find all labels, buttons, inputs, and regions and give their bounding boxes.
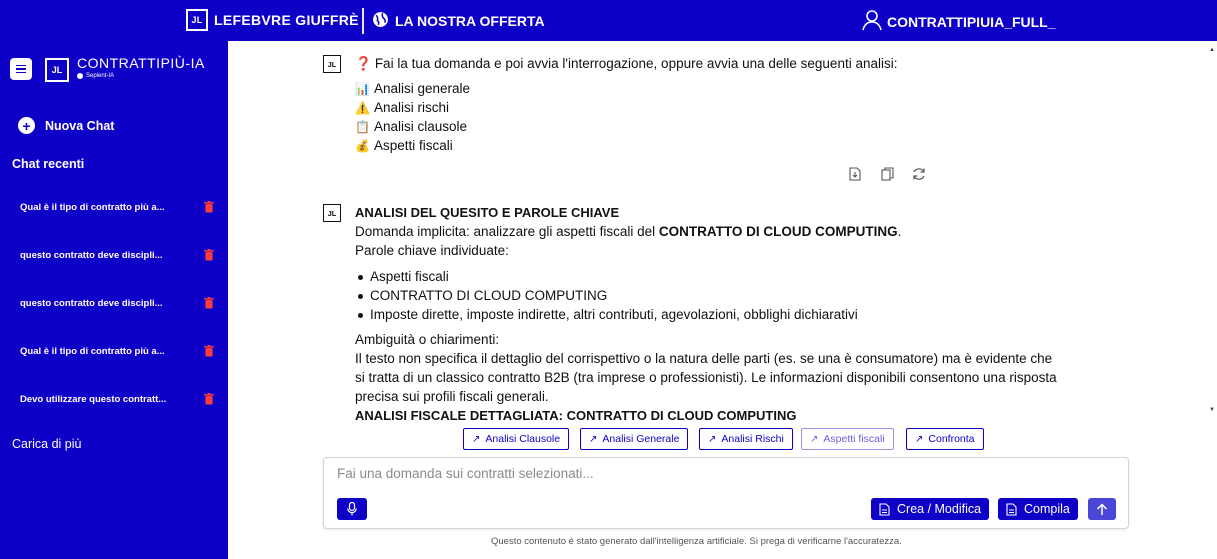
external-link-icon: ↗ xyxy=(810,433,819,445)
ambiguity-label: Ambiguità o chiarimenti: xyxy=(355,332,500,347)
assistant-avatar: JL xyxy=(323,55,341,73)
confronta-button[interactable] xyxy=(906,428,984,450)
microphone-icon xyxy=(347,502,357,516)
globe-icon xyxy=(372,11,389,31)
contract-name: CONTRATTO DI CLOUD COMPUTING xyxy=(658,224,898,239)
external-link-icon: ↗ xyxy=(589,433,598,445)
ambiguity-line: precisa sui profili fiscali generali. xyxy=(355,389,549,404)
trash-icon xyxy=(204,201,214,213)
chat-area xyxy=(228,41,1217,559)
hamburger-icon xyxy=(16,65,26,67)
analisi-rischi-button[interactable] xyxy=(699,428,793,450)
keyword-item: CONTRATTO DI CLOUD COMPUTING xyxy=(355,286,858,305)
analysis-heading: ANALISI DEL QUESITO E PAROLE CHIAVE xyxy=(355,205,620,220)
recent-chat-item[interactable] xyxy=(20,389,215,409)
clipboard-icon: 📋 xyxy=(355,120,370,134)
aspetti-fiscali-button[interactable] xyxy=(801,428,894,450)
user-name: CONTRATTIPIUIA_FULL_ xyxy=(887,13,1056,30)
compile-label: Compila xyxy=(1024,502,1070,516)
document-icon xyxy=(1006,503,1017,516)
tool-button-label: Aspetti fiscali xyxy=(823,433,885,445)
money-bag-icon: 💰 xyxy=(355,139,370,153)
create-edit-label: Crea / Modifica xyxy=(897,502,982,516)
tool-button-label: Analisi Clausole xyxy=(485,433,561,445)
analisi-generale-button[interactable] xyxy=(580,428,688,450)
intro-text: Fai la tua domanda e poi avvia l'interrogazione, oppure avvia una delle seguenti analisi: xyxy=(374,56,898,71)
brand-link[interactable] xyxy=(186,9,359,31)
warning-icon: ⚠️ xyxy=(355,101,370,115)
message-actions xyxy=(848,166,926,181)
recent-chat-label: questo contratto deve discipli... xyxy=(20,297,163,309)
delete-chat-button[interactable] xyxy=(203,201,215,213)
document-icon xyxy=(879,503,890,516)
user-menu[interactable] xyxy=(861,9,1056,34)
trash-icon xyxy=(204,297,214,309)
refresh-icon[interactable] xyxy=(912,166,926,181)
sidebar xyxy=(0,41,228,559)
analisi-clausole-button[interactable] xyxy=(463,428,569,450)
trash-icon xyxy=(204,393,214,405)
analysis-option-label: Analisi rischi xyxy=(374,100,450,115)
new-chat-button[interactable] xyxy=(18,117,114,134)
external-link-icon: ↗ xyxy=(472,433,481,445)
delete-chat-button[interactable] xyxy=(203,249,215,261)
scroll-down-arrow-icon[interactable]: ▼ xyxy=(1209,407,1215,413)
hamburger-icon-line xyxy=(16,72,26,74)
offer-link[interactable] xyxy=(372,11,545,31)
keywords-label: Parole chiave individuate: xyxy=(355,243,509,258)
ai-disclaimer: Questo contenuto è stato generato dall'intelligenza artificiale. Si prega di verificarne l'accuratezza. xyxy=(491,536,902,547)
message-composer[interactable] xyxy=(323,457,1129,529)
implicit-question-text: Domanda implicita: analizzare gli aspetti fiscali del xyxy=(355,224,659,239)
chart-icon: 📊 xyxy=(355,82,370,96)
scroll-up-arrow-icon[interactable]: ▲ xyxy=(1209,47,1215,53)
delete-chat-button[interactable] xyxy=(203,297,215,309)
ambiguity-line: si tratta di un classico contratto B2B (tra imprese o professionisti). Le informazioni disponibili consentono una risposta xyxy=(355,370,1057,385)
analysis-option[interactable] xyxy=(355,119,467,134)
external-link-icon: ↗ xyxy=(915,433,924,445)
trash-icon xyxy=(204,345,214,357)
app-logo-icon: JL xyxy=(45,58,69,82)
recent-chat-label: Devo utilizzare questo contratt... xyxy=(20,393,167,405)
analysis-option[interactable] xyxy=(355,100,449,115)
topbar-divider xyxy=(362,8,364,34)
app-subtitle xyxy=(77,73,114,79)
compile-button[interactable] xyxy=(998,498,1078,520)
assistant-avatar: JL xyxy=(323,204,341,222)
brand-name: LEFEBVRE GIUFFRÈ xyxy=(214,12,359,28)
brand-logo-icon: JL xyxy=(186,9,208,31)
message-input[interactable]: Fai una domanda sui contratti selezionati... xyxy=(337,466,594,481)
trash-icon xyxy=(204,249,214,261)
tool-button-label: Analisi Rischi xyxy=(721,433,784,445)
microphone-button[interactable] xyxy=(337,498,367,520)
tool-button-label: Confronta xyxy=(928,433,975,445)
app-title: CONTRATTIPIÙ-IA xyxy=(77,55,205,71)
tool-button-label: Analisi Generale xyxy=(602,433,680,445)
recent-chat-item[interactable] xyxy=(20,245,215,265)
analysis-option[interactable] xyxy=(355,81,470,96)
load-more-link[interactable]: Carica di più xyxy=(12,437,82,451)
ambiguity-line: Il testo non specifica il dettaglio del corrispettivo o la natura delle parti (es. se una è consumatore) ma è evidente che xyxy=(355,351,1053,366)
question-mark-icon: ❓ xyxy=(355,56,372,71)
recent-chats-heading: Chat recenti xyxy=(12,157,85,171)
send-button[interactable] xyxy=(1088,498,1116,520)
plus-icon: + xyxy=(18,117,35,134)
detailed-analysis-heading: ANALISI FISCALE DETTAGLIATA: CONTRATTO DI CLOUD COMPUTING xyxy=(355,408,797,420)
recent-chat-label: questo contratto deve discipli... xyxy=(20,249,163,261)
recent-chat-item[interactable] xyxy=(20,197,215,217)
analysis-option[interactable] xyxy=(355,138,453,153)
keyword-item: Imposte dirette, imposte indirette, altri contributi, agevolazioni, obblighi dichiarativi xyxy=(355,305,858,324)
recent-chat-label: Qual è il tipo di contratto più a... xyxy=(20,345,165,357)
hamburger-icon-line xyxy=(16,68,26,70)
arrow-up-icon xyxy=(1096,503,1108,516)
user-icon xyxy=(861,9,883,34)
download-icon[interactable] xyxy=(848,166,862,181)
implicit-question xyxy=(355,224,901,239)
recent-chat-item[interactable] xyxy=(20,293,215,313)
recent-chat-item[interactable] xyxy=(20,341,215,361)
analysis-option-label: Aspetti fiscali xyxy=(374,138,453,153)
copy-icon[interactable] xyxy=(880,166,894,181)
intro-message xyxy=(355,56,897,72)
app-subtitle-text: Sepient-IA xyxy=(86,73,115,79)
recent-chat-label: Qual è il tipo di contratto più a... xyxy=(20,201,165,213)
delete-chat-button[interactable] xyxy=(203,345,215,357)
external-link-icon: ↗ xyxy=(708,433,717,445)
create-edit-button[interactable] xyxy=(871,498,989,520)
offer-label: LA NOSTRA OFFERTA xyxy=(395,13,545,29)
analysis-option-label: Analisi clausole xyxy=(374,119,468,134)
implicit-question-suffix: . xyxy=(897,224,902,239)
new-chat-label: Nuova Chat xyxy=(45,118,115,133)
analysis-option-label: Analisi generale xyxy=(374,81,471,96)
keywords-list xyxy=(355,267,858,324)
keyword-item: Aspetti fiscali xyxy=(355,267,858,286)
delete-chat-button[interactable] xyxy=(203,393,215,405)
top-navigation-bar xyxy=(0,0,1217,41)
sepient-logo-icon xyxy=(77,73,83,79)
menu-toggle-button[interactable] xyxy=(10,58,32,80)
